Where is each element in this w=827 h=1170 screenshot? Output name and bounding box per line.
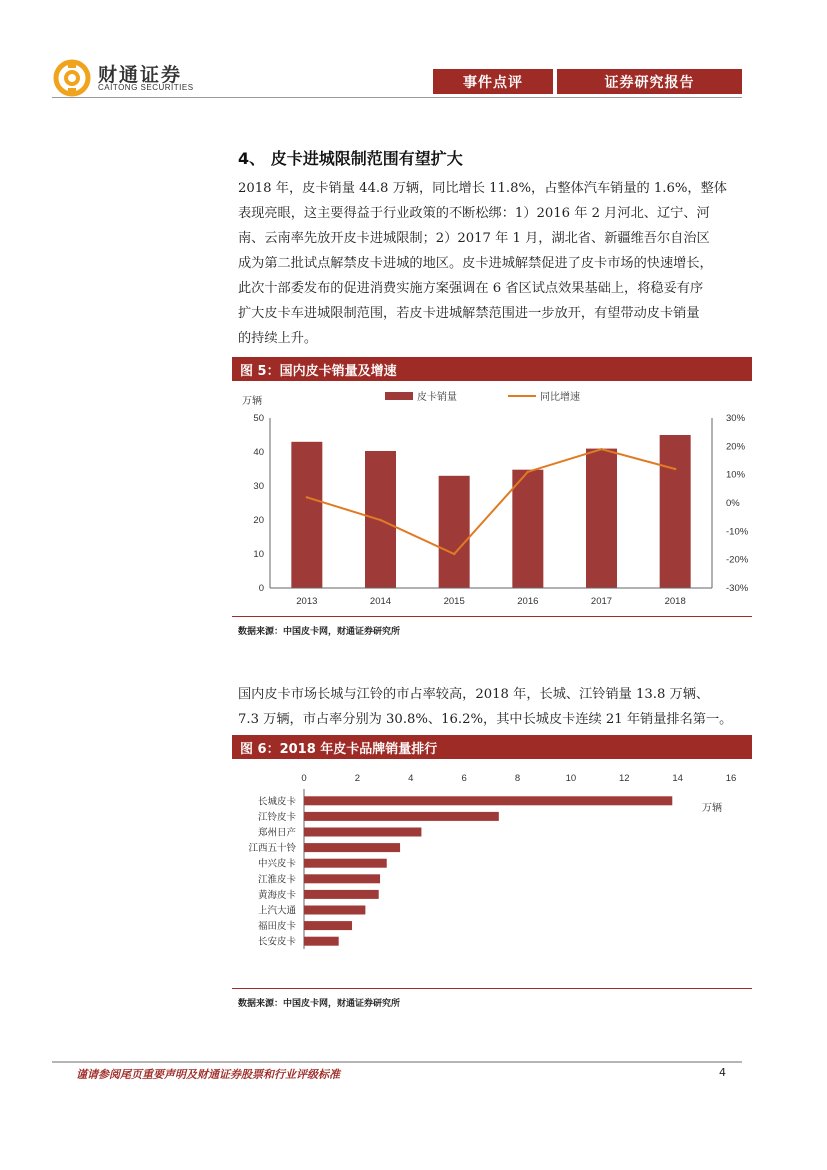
brand-label: 郑州日产 xyxy=(257,827,296,839)
x-tick-label: 2014 xyxy=(369,596,392,607)
y-tick-label: 0 xyxy=(258,583,264,594)
figure-5-chart xyxy=(232,384,752,614)
x-axis-unit: 万辆 xyxy=(702,803,722,814)
paragraph-line: 的持续上升。 xyxy=(238,331,318,346)
brand-label: 上汽大通 xyxy=(257,905,296,917)
x-tick-label: 2015 xyxy=(443,596,465,607)
y-tick-label: 10 xyxy=(253,549,264,560)
bar-brand-8 xyxy=(304,906,365,915)
y2-tick-label: 10% xyxy=(726,469,746,481)
footer-disclaimer: 谨请参阅尾页重要声明及财通证券股票和行业评级标准 xyxy=(76,1068,340,1081)
bar-sales-2013 xyxy=(291,442,322,588)
logo-english-name: CAITONG SECURITIES xyxy=(98,83,194,92)
paragraph-line: 7.3 万辆，市占率分别为 30.8%、16.2%，其中长城皮卡连续 21 年销量排名第一。 xyxy=(238,712,733,727)
paragraph-line: 2018 年，皮卡销量 44.8 万辆，同比增长 11.8%，占整体汽车销量的 1.6%，整体 xyxy=(238,181,727,196)
line-growth-series xyxy=(307,449,675,554)
figure-5-title: 图 5：国内皮卡销量及增速 xyxy=(232,357,752,381)
y2-tick-label: 20% xyxy=(726,441,746,453)
brand-label: 长安皮卡 xyxy=(257,936,296,948)
bar-sales-2017 xyxy=(586,449,617,588)
caitong-logo-icon xyxy=(52,58,94,98)
y-tick-label: 20 xyxy=(253,515,264,526)
footer-divider xyxy=(52,1061,742,1063)
bar-brand-10 xyxy=(304,937,339,946)
y2-tick-label: -20% xyxy=(726,554,749,566)
y2-tick-label: -30% xyxy=(726,583,749,594)
x-tick-label: 16 xyxy=(725,773,737,784)
bar-brand-2 xyxy=(304,812,499,821)
paragraph-1 xyxy=(238,176,750,351)
point-growth-2015 xyxy=(453,553,455,555)
point-growth-2014 xyxy=(379,519,381,521)
x-tick-label: 0 xyxy=(301,773,307,784)
brand-label: 江淮皮卡 xyxy=(257,874,296,886)
y2-tick-label: -10% xyxy=(726,526,749,538)
paragraph-line: 南、云南率先放开皮卡进城限制；2）2017 年 1 月，湖北省、新疆维吾尔自治区 xyxy=(238,231,710,246)
legend-swatch-bar xyxy=(385,392,413,400)
y2-tick-label: 30% xyxy=(726,413,746,424)
paragraph-line: 表现亮眼，这主要得益于行业政策的不断松绑：1）2016 年 2 月河北、辽宁、河 xyxy=(238,206,710,221)
header-divider xyxy=(52,97,742,98)
logo-chinese-name: 财通证券 xyxy=(98,64,183,86)
brand-label: 黄海皮卡 xyxy=(257,889,296,901)
figure-6-source: 数据来源：中国皮卡网，财通证券研究所 xyxy=(238,999,401,1009)
bar-brand-6 xyxy=(304,874,380,883)
bar-brand-7 xyxy=(304,890,379,899)
report-type-tab: 事件点评 xyxy=(433,69,553,94)
paragraph-line: 扩大皮卡车进城限制范围，若皮卡进城解禁范围进一步放开，有望带动皮卡销量 xyxy=(238,306,700,321)
y2-tick-label: 0% xyxy=(726,498,740,509)
bar-brand-5 xyxy=(304,859,387,868)
bar-sales-2018 xyxy=(660,435,691,588)
figure-5-rule xyxy=(232,616,752,617)
figure-6-rule xyxy=(232,988,752,989)
point-growth-2016 xyxy=(527,471,529,473)
x-tick-label: 2013 xyxy=(296,596,318,607)
brand-label: 福田皮卡 xyxy=(257,921,296,933)
y-axis-unit: 万辆 xyxy=(242,396,262,407)
brand-label: 江西五十铃 xyxy=(248,843,296,855)
y-tick-label: 30 xyxy=(253,481,264,492)
bar-sales-2015 xyxy=(439,476,470,588)
point-growth-2017 xyxy=(600,448,602,450)
x-tick-label: 14 xyxy=(672,773,683,784)
y-tick-label: 50 xyxy=(253,413,264,424)
paragraph-line: 成为第二批试点解禁皮卡进城的地区。皮卡进城解禁促进了皮卡市场的快速增长， xyxy=(238,256,713,271)
bar-brand-9 xyxy=(304,921,352,930)
figure-6-title: 图 6：2018 年皮卡品牌销量排行 xyxy=(232,735,752,759)
x-tick-label: 2016 xyxy=(517,596,539,607)
x-tick-label: 2017 xyxy=(590,596,613,607)
legend-label-sales: 皮卡销量 xyxy=(417,392,457,403)
company-logo xyxy=(52,58,212,98)
x-tick-label: 4 xyxy=(408,773,414,784)
x-tick-label: 12 xyxy=(618,773,630,784)
point-growth-2018 xyxy=(674,468,676,470)
paragraph-line: 国内皮卡市场长城与江铃的市占率较高，2018 年，长城、江铃销量 13.8 万辆、 xyxy=(238,687,710,702)
x-tick-label: 10 xyxy=(565,773,577,784)
paragraph-2 xyxy=(238,682,750,732)
x-tick-label: 8 xyxy=(514,773,521,784)
bar-sales-2016 xyxy=(512,470,543,588)
report-category-tab: 证券研究报告 xyxy=(557,69,742,94)
figure-5-source: 数据来源：中国皮卡网，财通证券研究所 xyxy=(238,627,401,637)
x-tick-label: 2 xyxy=(354,773,361,784)
paragraph-line: 此次十部委发布的促进消费实施方案强调在 6 省区试点效果基础上，将稳妥有序 xyxy=(238,281,704,296)
brand-label: 中兴皮卡 xyxy=(257,858,296,870)
brand-label: 长城皮卡 xyxy=(257,796,296,808)
point-growth-2013 xyxy=(306,496,308,498)
bar-brand-4 xyxy=(304,843,400,852)
legend-label-growth: 同比增速 xyxy=(540,392,580,403)
y-tick-label: 40 xyxy=(253,447,264,458)
x-tick-label: 2018 xyxy=(664,596,686,607)
figure-6-chart xyxy=(232,762,752,984)
brand-label: 江铃皮卡 xyxy=(257,811,296,823)
bar-brand-1 xyxy=(304,796,672,805)
section-title: 4、 皮卡进城限制范围有望扩大 xyxy=(238,149,463,168)
x-tick-label: 6 xyxy=(461,773,467,784)
bar-brand-3 xyxy=(304,828,421,837)
page-number: 4 xyxy=(719,1066,726,1079)
